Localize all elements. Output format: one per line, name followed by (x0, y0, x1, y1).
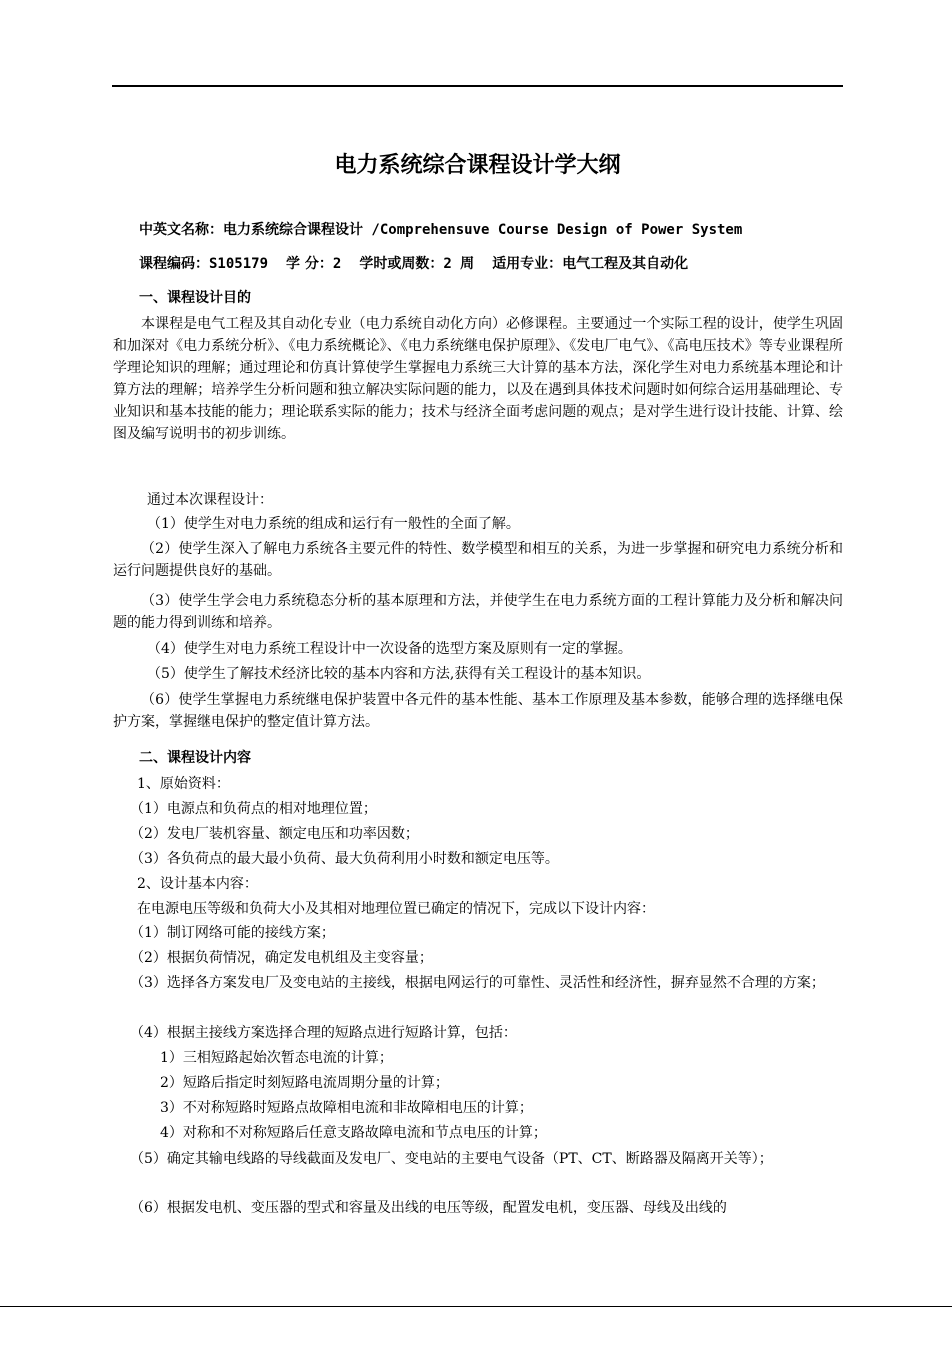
credit-label: 学 分： (286, 256, 333, 272)
design-item-6: （6）根据发电机、变压器的型式和容量及出线的电压等级，配置发电机，变压器、母线及出线的 (130, 1200, 727, 1216)
major-value: 电气工程及其自动化 (562, 256, 689, 272)
course-code-value: S105179 (209, 256, 269, 272)
objective-item-6: （6）使学生掌握电力系统继电保护装置中各元件的基本性能、基本工作原理及基本参数，能够合理的选择继电保护方案，掌握继电保护的整定值计算方法。 (113, 692, 843, 730)
course-meta-line (139, 253, 688, 275)
objective-item-1: （1）使学生对电力系统的组成和运行有一般性的全面了解。 (147, 516, 520, 532)
design-item-1: （1）制订网络可能的接线方案； (130, 925, 335, 941)
raw-item-2: （2）发电厂装机容量、额定电压和功率因数； (130, 826, 419, 842)
design-item-2: （2）根据负荷情况，确定发电机组及主变容量； (130, 950, 433, 966)
hours-label: 学时或周数： (359, 256, 444, 272)
section-1-heading: 一、课程设计目的 (139, 290, 251, 306)
major-label: 适用专业： (492, 256, 563, 272)
section-1-intro: 本课程是电气工程及其自动化专业（电力系统自动化方向）必修课程。主要通过一个实际工程的设计，使学生巩固和加深对《电力系统分析》、《电力系统概论》、《电力系统继电保护原理》、《发电厂电气》、《高电压技术》等专业课程所学理论知识的理解；通过理论和仿真计算使学生掌握电力系统三大计算的基本方法，深化学生对电力系统基本理论和计算方法的理解；培养学生分析问题和独立解决实际问题的能力，以及在遇到具体技术问题时如何综合运用基础理论、专业知识和基本技能的能力；理论联系实际的能力；技术与经济全面考虑问题的观点；是对学生进行设计技能、计算、绘图及编写说明书的初步训练。 (113, 316, 843, 442)
sub-item-1: 1）三相短路起始次暂态电流的计算； (160, 1050, 393, 1066)
course-name-value: 电力系统综合课程设计 /Comprehensuve Course Design of Power System (223, 222, 743, 238)
hours-value: 2 周 (443, 256, 475, 272)
page-title: 电力系统综合课程设计学大纲 (334, 153, 621, 178)
raw-item-1: （1）电源点和负荷点的相对地理位置； (130, 801, 377, 817)
objective-item-4: （4）使学生对电力系统工程设计中一次设备的选型方案及原则有一定的掌握。 (147, 641, 632, 657)
design-title: 2、设计基本内容： (137, 876, 258, 892)
objective-item-5: （5）使学生了解技术经济比较的基本内容和方法,获得有关工程设计的基本知识。 (147, 666, 651, 682)
bottom-rule (0, 1306, 952, 1307)
section-1-lead: 通过本次课程设计： (147, 492, 273, 508)
design-intro: 在电源电压等级和负荷大小及其相对地理位置已确定的情况下，完成以下设计内容： (137, 901, 655, 917)
section-2-heading: 二、课程设计内容 (139, 750, 251, 766)
course-name-line (139, 219, 742, 241)
course-code-label: 课程编码： (139, 256, 209, 272)
objective-item-3: （3）使学生学会电力系统稳态分析的基本原理和方法，并使学生在电力系统方面的工程计算能力及分析和解决问题的能力得到训练和培养。 (113, 593, 843, 631)
sub-item-2: 2）短路后指定时刻短路电流周期分量的计算； (160, 1075, 449, 1091)
raw-data-title: 1、原始资料： (137, 776, 230, 792)
design-item-3: （3）选择各方案发电厂及变电站的主接线，根据电网运行的可靠性、灵活性和经济性，摒弃显然不合理的方案； (130, 975, 825, 991)
design-item-4: （4）根据主接线方案选择合理的短路点进行短路计算，包括： (130, 1025, 517, 1041)
sub-item-3: 3）不对称短路时短路点故障相电流和非故障相电压的计算； (160, 1100, 533, 1116)
design-item-5: （5）确定其输电线路的导线截面及发电厂、变电站的主要电气设备（PT、CT、断路器及隔离开关等）； (130, 1151, 773, 1167)
objective-item-2: （2）使学生深入了解电力系统各主要元件的特性、数学模型和相互的关系，为进一步掌握和研究电力系统分析和运行问题提供良好的基础。 (113, 541, 843, 579)
credit-value: 2 (332, 256, 342, 272)
course-name-label: 中英文名称： (139, 222, 223, 238)
raw-item-3: （3）各负荷点的最大最小负荷、最大负荷利用小时数和额定电压等。 (130, 851, 559, 867)
sub-item-4: 4）对称和不对称短路后任意支路故障电流和节点电压的计算； (160, 1125, 547, 1141)
top-rule (112, 85, 843, 87)
